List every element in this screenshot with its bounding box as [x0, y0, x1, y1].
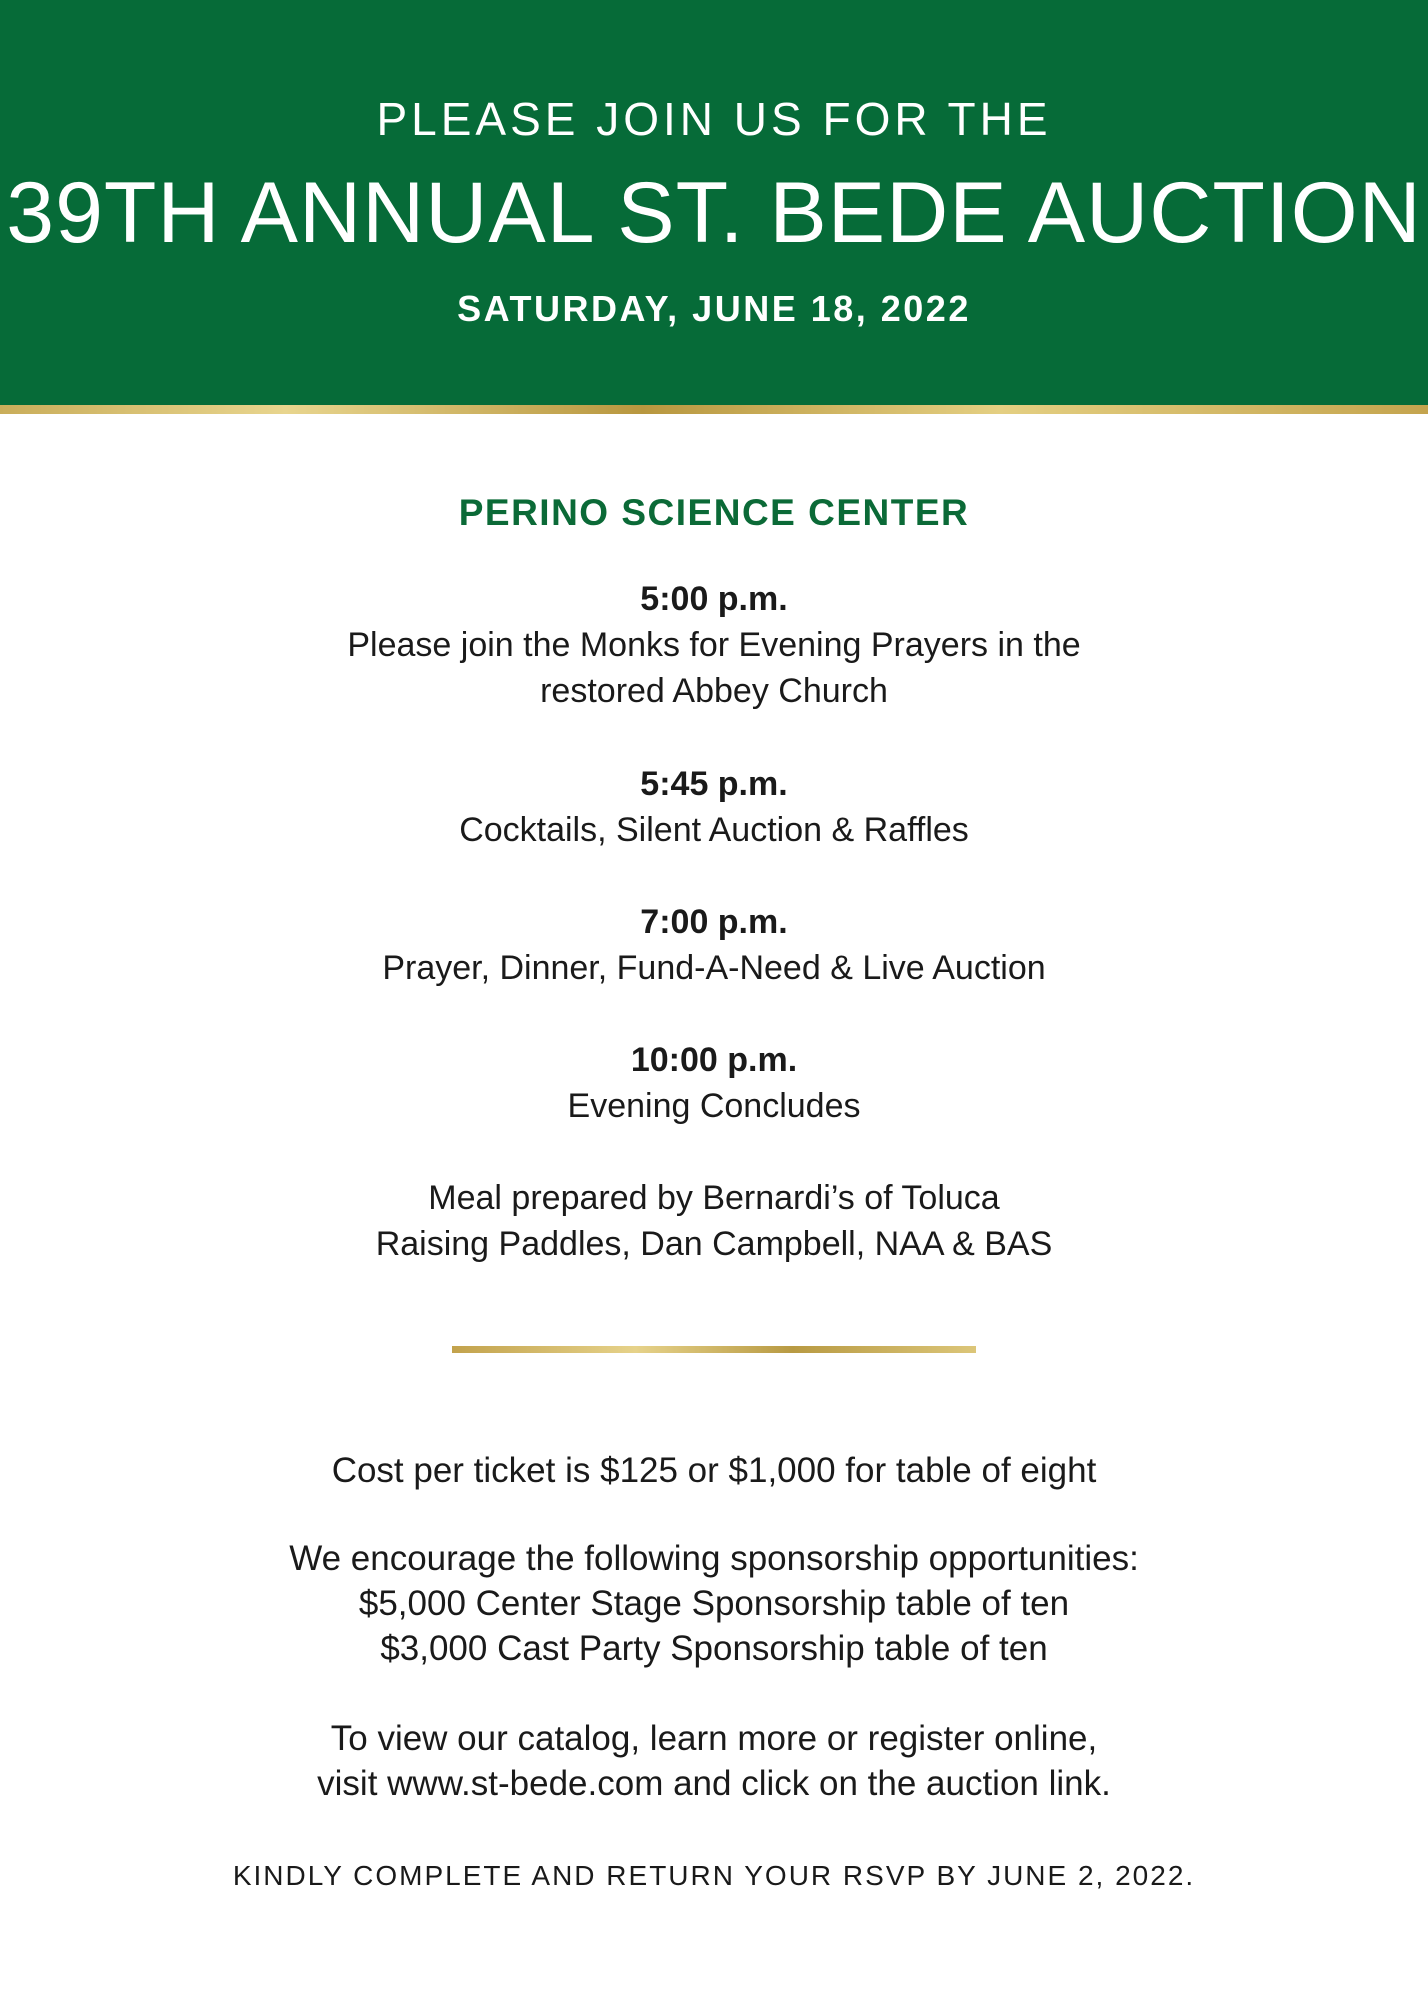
- schedule-description: Evening Concludes: [567, 1087, 861, 1125]
- schedule-item: [0, 576, 1428, 714]
- schedule-time: 5:45 p.m.: [640, 765, 788, 803]
- schedule-description: Cocktails, Silent Auction & Raffles: [459, 811, 969, 849]
- catalog-line: To view our catalog, learn more or register online,: [330, 1719, 1098, 1758]
- schedule-time: 10:00 p.m.: [630, 1041, 798, 1079]
- catalog-info: [0, 1716, 1428, 1806]
- gold-divider-top: [0, 405, 1428, 414]
- rsvp-deadline: KINDLY COMPLETE AND RETURN YOUR RSVP BY JUNE 2, 2022.: [232, 1860, 1196, 1891]
- schedule-item: [0, 899, 1428, 991]
- header-kicker: PLEASE JOIN US FOR THE: [376, 93, 1052, 145]
- sponsorship-item: $5,000 Center Stage Sponsorship table of ten: [358, 1584, 1070, 1623]
- schedule-item: [0, 761, 1428, 853]
- schedule-description: Prayer, Dinner, Fund-A-Need & Live Auction: [382, 949, 1046, 987]
- event-title: 39TH ANNUAL ST. BEDE AUCTION: [6, 165, 1422, 261]
- sponsorship-intro: We encourage the following sponsorship opportunities:: [289, 1539, 1139, 1578]
- ticket-cost: Cost per ticket is $125 or $1,000 for table of eight: [331, 1451, 1097, 1490]
- schedule-description: restored Abbey Church: [540, 672, 888, 710]
- schedule-item: [0, 1037, 1428, 1129]
- sponsorship-item: $3,000 Cast Party Sponsorship table of ten: [380, 1629, 1048, 1668]
- schedule-description: Please join the Monks for Evening Prayers in the: [347, 626, 1081, 664]
- credit-line: Raising Paddles, Dan Campbell, NAA & BAS: [375, 1225, 1053, 1263]
- catalog-line: visit www.st-bede.com and click on the auction link.: [317, 1764, 1111, 1803]
- credits: [0, 1175, 1428, 1267]
- event-date: SATURDAY, JUNE 18, 2022: [457, 288, 971, 329]
- sponsorship-section: [0, 1536, 1428, 1671]
- credit-line: Meal prepared by Bernardi’s of Toluca: [428, 1179, 1000, 1217]
- schedule-time: 5:00 p.m.: [640, 580, 788, 618]
- venue-heading: PERINO SCIENCE CENTER: [458, 492, 970, 533]
- schedule-time: 7:00 p.m.: [640, 903, 788, 941]
- gold-divider-middle: [452, 1346, 976, 1353]
- header-banner: [0, 0, 1428, 405]
